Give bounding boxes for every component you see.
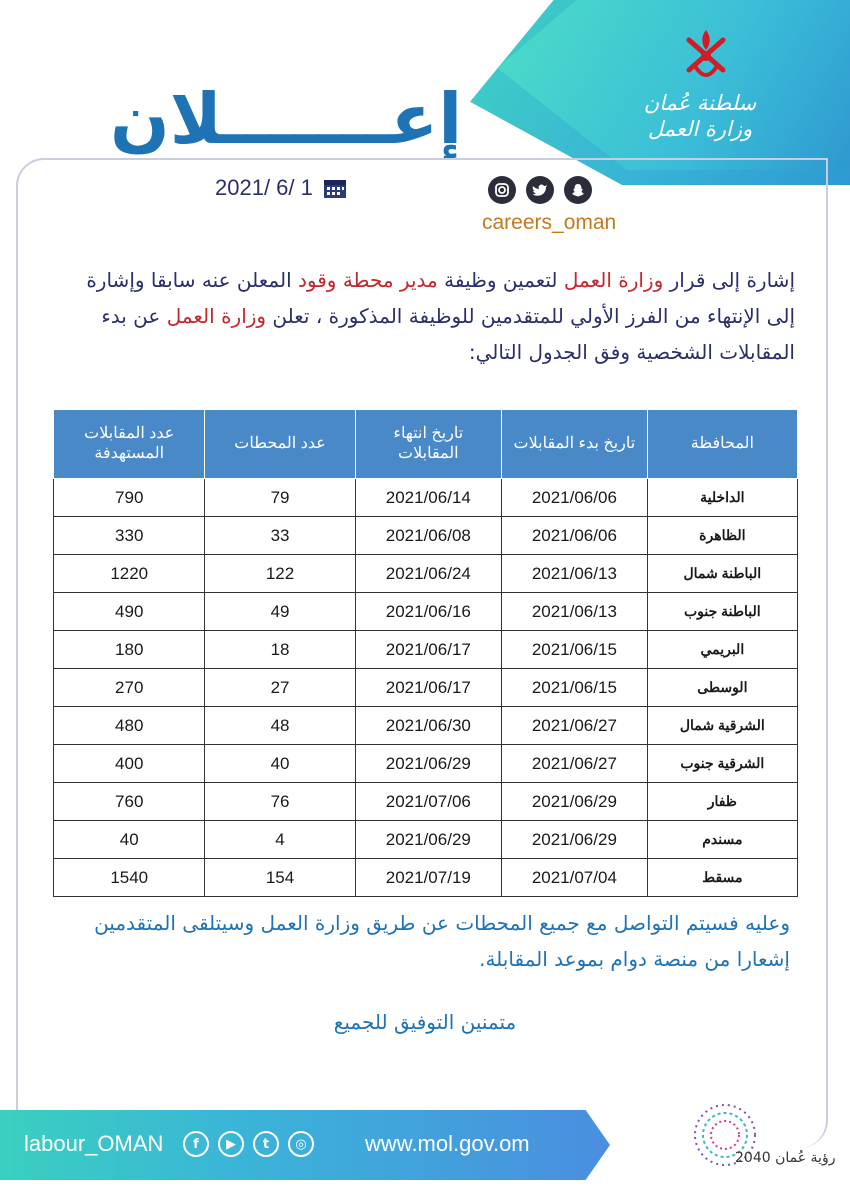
cell-stations: 33 xyxy=(205,517,355,555)
cell-target-interviews: 490 xyxy=(54,593,205,631)
calendar-icon xyxy=(323,177,347,199)
intro-paragraph xyxy=(60,262,795,370)
cell-stations: 48 xyxy=(205,707,355,745)
table-header-row xyxy=(54,410,798,479)
cell-end-date: 2021/06/17 xyxy=(355,669,501,707)
cell-end-date: 2021/06/16 xyxy=(355,593,501,631)
ministry-name xyxy=(640,90,760,142)
youtube-icon[interactable]: ▶ xyxy=(218,1131,244,1157)
cell-stations: 122 xyxy=(205,555,355,593)
cell-stations: 154 xyxy=(205,859,355,897)
header-start-date: تاريخ بدء المقابلات xyxy=(502,410,648,479)
cell-target-interviews: 270 xyxy=(54,669,205,707)
cell-end-date: 2021/06/29 xyxy=(355,745,501,783)
header-end-date: تاريخ انتهاء المقابلات xyxy=(355,410,501,479)
cell-target-interviews: 1540 xyxy=(54,859,205,897)
cell-start-date: 2021/06/13 xyxy=(502,593,648,631)
cell-governorate: الشرقية شمال xyxy=(647,707,797,745)
cell-end-date: 2021/07/19 xyxy=(355,859,501,897)
cell-start-date: 2021/06/27 xyxy=(502,707,648,745)
table-row xyxy=(54,707,798,745)
footer-social-icons xyxy=(183,1131,314,1157)
table-row xyxy=(54,745,798,783)
announcement-date: 2021/ 6/ 1 xyxy=(215,175,313,200)
header-governorate: المحافظة xyxy=(647,410,797,479)
table-row xyxy=(54,821,798,859)
cell-end-date: 2021/06/17 xyxy=(355,631,501,669)
cell-end-date: 2021/06/29 xyxy=(355,821,501,859)
cell-governorate: مسقط xyxy=(647,859,797,897)
cell-stations: 49 xyxy=(205,593,355,631)
table-row xyxy=(54,555,798,593)
intro-highlight-ministry-2: وزارة العمل xyxy=(166,304,267,328)
cell-start-date: 2021/06/06 xyxy=(502,479,648,517)
cell-start-date: 2021/06/06 xyxy=(502,517,648,555)
cell-governorate: الداخلية xyxy=(647,479,797,517)
table-row xyxy=(54,631,798,669)
cell-target-interviews: 40 xyxy=(54,821,205,859)
ministry-line-2: وزارة العمل xyxy=(647,117,753,141)
instagram-icon[interactable]: ◎ xyxy=(288,1131,314,1157)
footer-handle[interactable]: labour_OMAN xyxy=(24,1131,164,1156)
cell-governorate: الوسطى xyxy=(647,669,797,707)
cell-governorate: الشرقية جنوب xyxy=(647,745,797,783)
twitter-icon[interactable] xyxy=(526,176,554,204)
table-row xyxy=(54,669,798,707)
cell-governorate: البريمي xyxy=(647,631,797,669)
cell-end-date: 2021/06/30 xyxy=(355,707,501,745)
cell-governorate: ظفار xyxy=(647,783,797,821)
cell-end-date: 2021/07/06 xyxy=(355,783,501,821)
cell-governorate: مسندم xyxy=(647,821,797,859)
cell-target-interviews: 760 xyxy=(54,783,205,821)
table-row xyxy=(54,479,798,517)
cell-start-date: 2021/06/27 xyxy=(502,745,648,783)
cell-stations: 27 xyxy=(205,669,355,707)
website-link[interactable]: www.mol.gov.om xyxy=(365,1131,530,1156)
intro-text-3: المعلن عنه سابقا وإشارة إلى الإنتهاء من الفرز الأولي للمتقدمين للوظيفة المذكورة ، تعلن xyxy=(86,268,795,328)
cell-end-date: 2021/06/14 xyxy=(355,479,501,517)
cell-start-date: 2021/06/29 xyxy=(502,821,648,859)
cell-stations: 4 xyxy=(205,821,355,859)
cell-target-interviews: 790 xyxy=(54,479,205,517)
table-row xyxy=(54,593,798,631)
intro-text-4: عن بدء المقابلات الشخصية وفق الجدول التالي: xyxy=(101,304,795,364)
header-target-interviews: عدد المقابلات المستهدفة xyxy=(54,410,205,479)
cell-start-date: 2021/07/04 xyxy=(502,859,648,897)
cell-target-interviews: 330 xyxy=(54,517,205,555)
cell-stations: 76 xyxy=(205,783,355,821)
header-stations: عدد المحطات xyxy=(205,410,355,479)
cell-governorate: الباطنة جنوب xyxy=(647,593,797,631)
oman-emblem-icon xyxy=(681,26,731,86)
table-row xyxy=(54,783,798,821)
cell-target-interviews: 400 xyxy=(54,745,205,783)
cell-governorate: الباطنة شمال xyxy=(647,555,797,593)
instagram-icon[interactable] xyxy=(488,176,516,204)
closing-paragraph: وعليه فسيتم التواصل مع جميع المحطات عن طريق وزارة العمل وسيتلقى المتقدمين إشعارا من منصة دوام بموعد المقابلة. xyxy=(94,911,790,971)
cell-start-date: 2021/06/13 xyxy=(502,555,648,593)
social-icons xyxy=(488,176,592,204)
cell-start-date: 2021/06/29 xyxy=(502,783,648,821)
cell-stations: 40 xyxy=(205,745,355,783)
cell-end-date: 2021/06/24 xyxy=(355,555,501,593)
ministry-line-1: سلطنة عُمان xyxy=(643,91,757,115)
interview-schedule-table xyxy=(53,409,798,897)
cell-governorate: الظاهرة xyxy=(647,517,797,555)
snapchat-icon[interactable] xyxy=(564,176,592,204)
cell-start-date: 2021/06/15 xyxy=(502,631,648,669)
social-handle[interactable]: careers_oman xyxy=(482,211,617,234)
twitter-icon[interactable]: t xyxy=(253,1131,279,1157)
intro-highlight-job: مدير محطة وقود xyxy=(298,268,438,292)
cell-target-interviews: 180 xyxy=(54,631,205,669)
cell-end-date: 2021/06/08 xyxy=(355,517,501,555)
date-row xyxy=(215,175,347,201)
table-row xyxy=(54,859,798,897)
table-body xyxy=(54,479,798,897)
vision-label: رؤية عُمان 2040 xyxy=(735,1150,836,1166)
cell-start-date: 2021/06/15 xyxy=(502,669,648,707)
page-title: إعـــــــلان xyxy=(110,78,463,160)
table-row xyxy=(54,517,798,555)
intro-text-2: لتعمين وظيفة xyxy=(437,268,564,292)
closing-wish: متمنين التوفيق للجميع xyxy=(333,1010,517,1034)
cell-stations: 79 xyxy=(205,479,355,517)
cell-target-interviews: 1220 xyxy=(54,555,205,593)
intro-highlight-ministry: وزارة العمل xyxy=(563,268,664,292)
intro-text-1: إشارة إلى قرار xyxy=(663,268,795,292)
facebook-icon[interactable]: f xyxy=(183,1131,209,1157)
cell-target-interviews: 480 xyxy=(54,707,205,745)
cell-stations: 18 xyxy=(205,631,355,669)
